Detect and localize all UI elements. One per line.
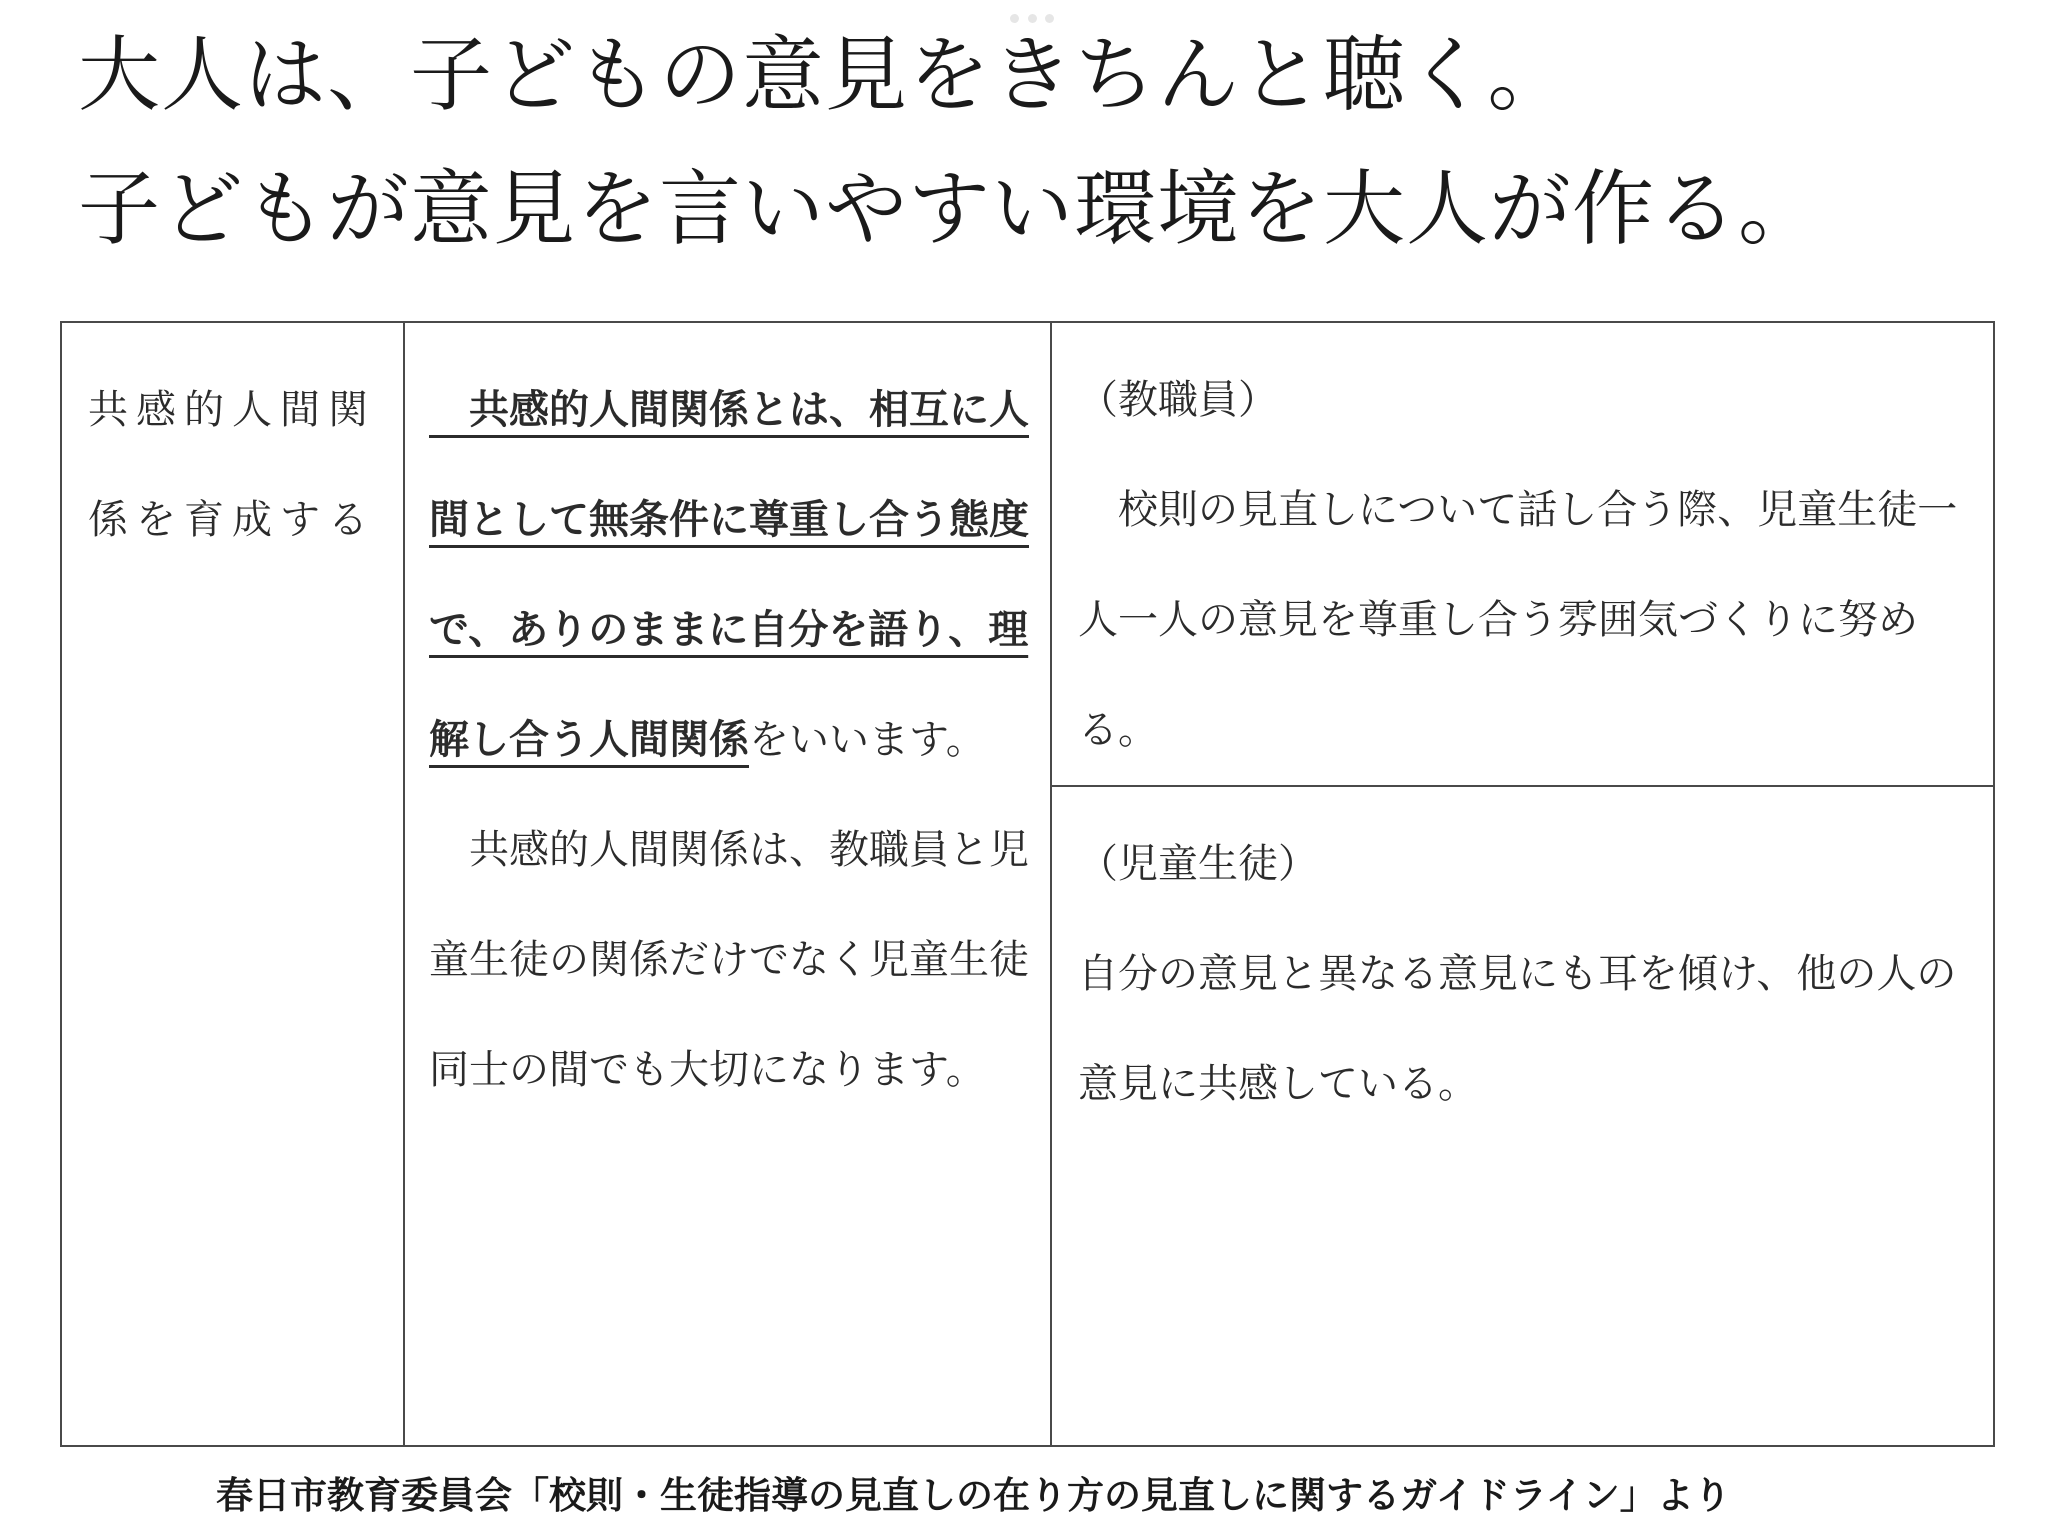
headline-line-1: 大人は、子どもの意見をきちんと聴く。 — [78, 28, 1571, 123]
students-heading: （児童生徒） — [1078, 841, 1318, 887]
definition-cell — [404, 322, 1051, 1446]
staff-cell — [1051, 322, 1994, 786]
definition-text — [405, 323, 1050, 1125]
definition-rest: をいいます。 — [749, 717, 986, 763]
staff-text — [1052, 323, 1993, 785]
definition-paragraph-2: 共感的人間関係は、教職員と児童生徒の関係だけでなく児童生徒同士の間でも大切になります。 — [429, 827, 1029, 1093]
students-cell — [1051, 786, 1994, 1446]
students-body: 自分の意見と異なる意見にも耳を傾け、他の人の意見に共感している。 — [1078, 951, 1957, 1107]
handle-dot — [1010, 14, 1019, 23]
definition-underlined: 共感的人間関係とは、相互に人間として無条件に尊重し合う態度で、ありのままに自分を語り、理解し合う人間関係 — [429, 386, 1029, 763]
drag-handle[interactable] — [1010, 14, 1054, 24]
guideline-table — [60, 321, 1995, 1447]
handle-dot — [1045, 14, 1054, 23]
source-citation: 春日市教育委員会「校則・生徒指導の見直しの在り方の見直しに関するガイドライン」より — [216, 1474, 1731, 1517]
headline-line-2: 子どもが意見を言いやすい環境を大人が作る。 — [78, 162, 1822, 257]
staff-body: 校則の見直しについて話し合う際、児童生徒一人一人の意見を尊重し合う雰囲気づくりに努める。 — [1078, 487, 1958, 753]
category-text: 共感的人間関係を育成する — [88, 387, 376, 543]
handle-dot — [1028, 14, 1037, 23]
students-text — [1052, 787, 1993, 1139]
category-cell — [61, 322, 404, 1446]
staff-heading: （教職員） — [1078, 377, 1278, 423]
